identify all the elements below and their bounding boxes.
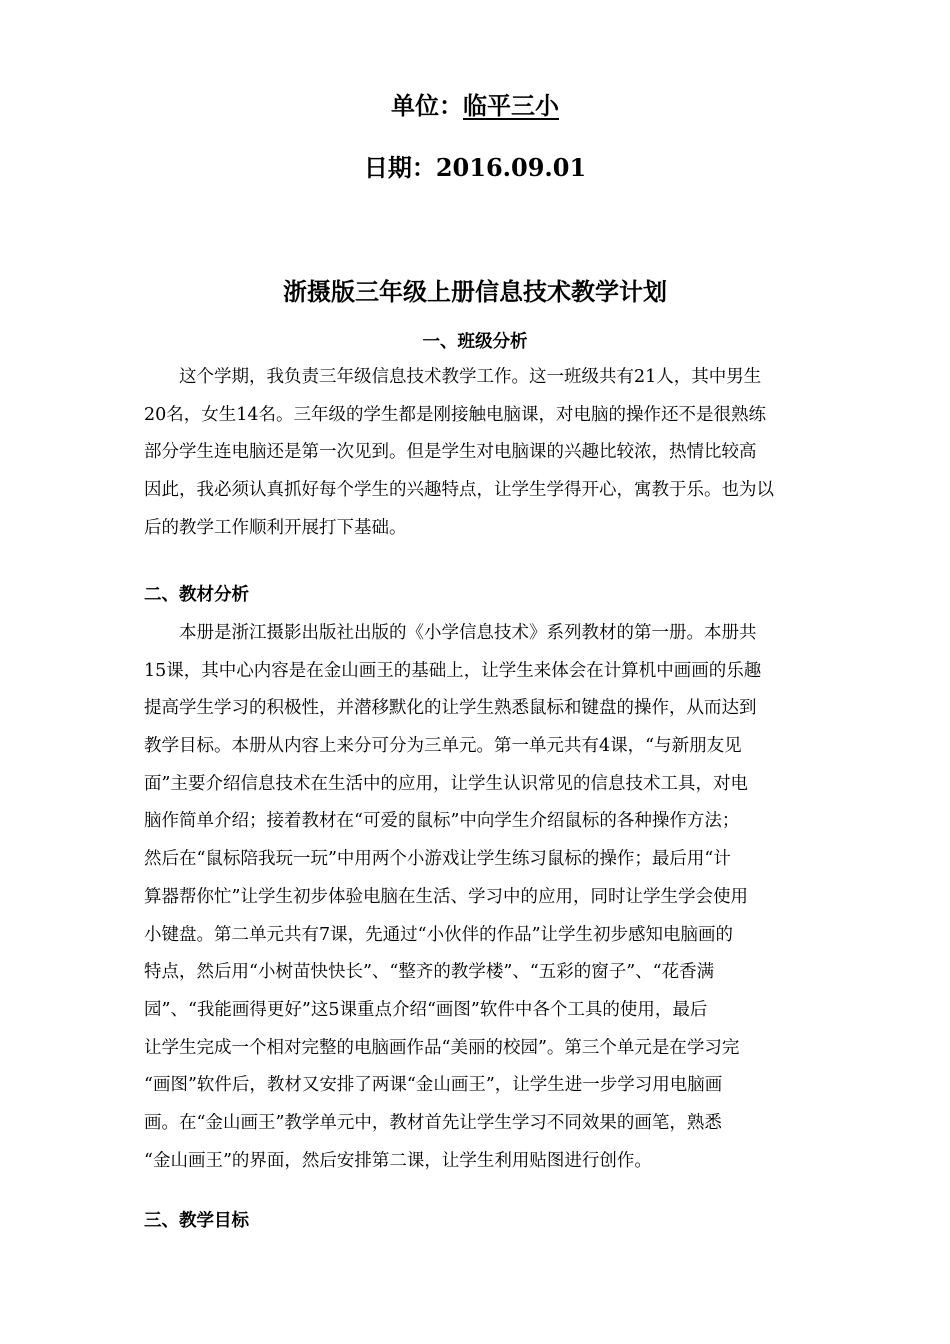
- paragraph-line: “画图”软件后，教材又安排了两课“金山画王”，让学生进一步学习用电脑画: [144, 1075, 723, 1096]
- section-heading-class-analysis: 一、班级分析: [422, 332, 528, 352]
- unit-line: [0, 88, 950, 124]
- paragraph-line: 本册是浙江摄影出版社出版的《小学信息技术》系列教材的第一册。本册共: [179, 623, 757, 643]
- paragraph-line: 提高学生学习的积极性，并潜移默化的让学生熟悉鼠标和键盘的操作，从而达到: [144, 698, 757, 719]
- paragraph-line: “金山画王”的界面，然后安排第二课，让学生利用贴图进行创作。: [144, 1150, 652, 1171]
- section-heading-teaching-goals: 三、教学目标: [144, 1211, 249, 1231]
- paragraph-line: 园”、“我能画得更好”这5课重点介绍“画图”软件中各个工具的使用，最后: [144, 999, 708, 1020]
- paragraph-line: 让学生完成一个相对完整的电脑画作品“美丽的校园”。第三个单元是在学习完: [144, 1037, 740, 1058]
- paragraph-line: 因此，我必须认真抓好每个学生的兴趣特点，让学生学得开心，寓教于乐。也为以: [144, 480, 774, 501]
- paragraph-line: 脑作简单介绍；接着教材在“可爱的鼠标”中向学生介绍鼠标的各种操作方法；: [144, 811, 740, 832]
- paragraph-line: 后的教学工作顺利开展打下基础。: [144, 517, 407, 538]
- unit-label: 单位：: [391, 91, 463, 120]
- paragraph-line: 部分学生连电脑还是第一次见到。但是学生对电脑课的兴趣比较浓，热情比较高: [144, 442, 757, 463]
- paragraph-line: 15课，其中心内容是在金山画王的基础上，让学生来体会在计算机中画画的乐趣: [144, 660, 762, 681]
- paragraph-line: 然后在“鼠标陪我玩一玩”中用两个小游戏让学生练习鼠标的操作；最后用“计: [144, 849, 731, 870]
- paragraph-line: 这个学期，我负责三年级信息技术教学工作。这一班级共有21人，其中男生: [179, 367, 762, 387]
- paragraph-line: 特点，然后用“小树苗快快长”、“整齐的教学楼”、“五彩的窗子”、“花香满: [144, 962, 715, 983]
- paragraph-line: 小键盘。第二单元共有7课，先通过“小伙伴的作品”让学生初步感知电脑画的: [144, 924, 734, 945]
- section-body-class-analysis: [144, 359, 808, 547]
- paragraph-line: 教学目标。本册从内容上来分可分为三单元。第一单元共有4课，“与新朋友见: [144, 736, 742, 757]
- paragraph-line: 20名，女生14名。三年级的学生都是刚接触电脑课，对电脑的操作还不是很熟练: [144, 404, 767, 425]
- date-line: 日期：2016.09.01: [363, 153, 587, 182]
- document-title: 浙摄版三年级上册信息技术教学计划: [283, 277, 667, 306]
- unit-value: 临平三小: [463, 91, 559, 120]
- paragraph-line: 面”主要介绍信息技术在生活中的应用，让学生认识常见的信息技术工具，对电: [144, 773, 748, 794]
- section-body-textbook-analysis: [144, 615, 808, 1180]
- paragraph-line: 算器帮你忙”让学生初步体验电脑在生活、学习中的应用，同时让学生学会使用: [144, 886, 748, 907]
- paragraph-line: 画。在“金山画王”教学单元中，教材首先让学生学习不同效果的画笔，熟悉: [144, 1112, 722, 1133]
- section-heading-textbook-analysis: 二、教材分析: [144, 585, 249, 605]
